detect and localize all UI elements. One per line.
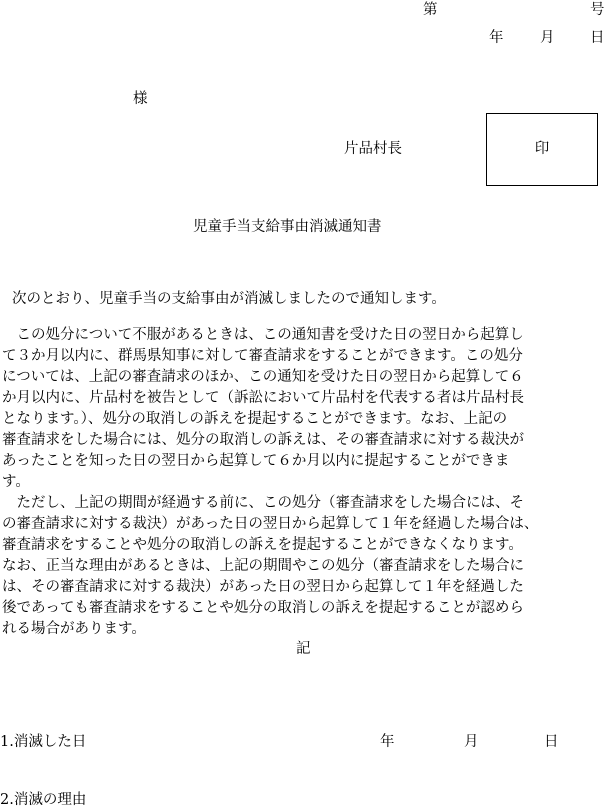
notice-line: なお、正当な理由があるときは、上記の期間やこの処分（審査請求をした場合に — [2, 558, 524, 574]
seal-box — [486, 113, 598, 186]
document-number-suffix: 号 — [590, 2, 605, 18]
notice-line: て３か月以内に、群馬県知事に対して審査請求をすることができます。この処分 — [2, 348, 523, 364]
date-day-label: 日 — [590, 30, 605, 46]
notice-line: れる場合があります。 — [2, 621, 146, 637]
notice-line: ただし、上記の期間が経過する前に、この処分（審査請求をした場合には、そ — [2, 495, 524, 511]
recipient-honorific: 様 — [133, 91, 148, 107]
document-number-prefix: 第 — [423, 2, 438, 18]
date-month-label: 月 — [540, 30, 555, 46]
notice-line: の審査請求に対する裁決）があった日の翌日から起算して１年を経過した場合は、 — [2, 516, 539, 532]
notice-line: 審査請求をすることや処分の取消しの訴えを提起することができなくなります。 — [2, 537, 523, 553]
notice-line: 後であっても審査請求をすることや処分の取消しの訴えを提起することが認めら — [2, 600, 524, 616]
sender-name: 片品村長 — [344, 141, 402, 157]
notice-line: す。 — [2, 474, 30, 490]
notice-line: となります。）、処分の取消しの訴えを提起することができます。なお、上記の — [2, 411, 508, 427]
item1-label: 1.消滅した日 — [0, 734, 87, 750]
notice-line: は、その審査請求に対する裁決）があった日の翌日から起算して１年を経過した — [2, 579, 524, 595]
document-title: 児童手当支給事由消滅通知書 — [193, 219, 382, 235]
intro-text: 次のとおり、児童手当の支給事由が消滅しましたので通知します。 — [12, 291, 446, 307]
item1-day-label: 日 — [544, 734, 559, 750]
notice-line: 審査請求をした場合には、処分の取消しの訴えは、その審査請求に対する裁決が — [2, 432, 524, 448]
notice-line: あったことを知った日の翌日から起算して６か月以内に提起することができま — [2, 453, 510, 469]
notice-line: か月以内に、片品村を被告として（訴訟において片品村を代表する者は片品村長 — [2, 390, 524, 406]
date-year-label: 年 — [489, 30, 504, 46]
seal-label: 印 — [534, 141, 550, 158]
item1-year-label: 年 — [380, 734, 395, 750]
notice-paragraph — [2, 325, 605, 640]
ki-heading: 記 — [296, 641, 311, 657]
notice-line: この処分について不服があるときは、この通知書を受けた日の翌日から起算し — [2, 327, 524, 343]
notice-line: については、上記の審査請求のほか、この通知を受けた日の翌日から起算して６ — [2, 369, 524, 385]
item2-label: 2.消滅の理由 — [0, 792, 87, 808]
item1-month-label: 月 — [464, 734, 479, 750]
